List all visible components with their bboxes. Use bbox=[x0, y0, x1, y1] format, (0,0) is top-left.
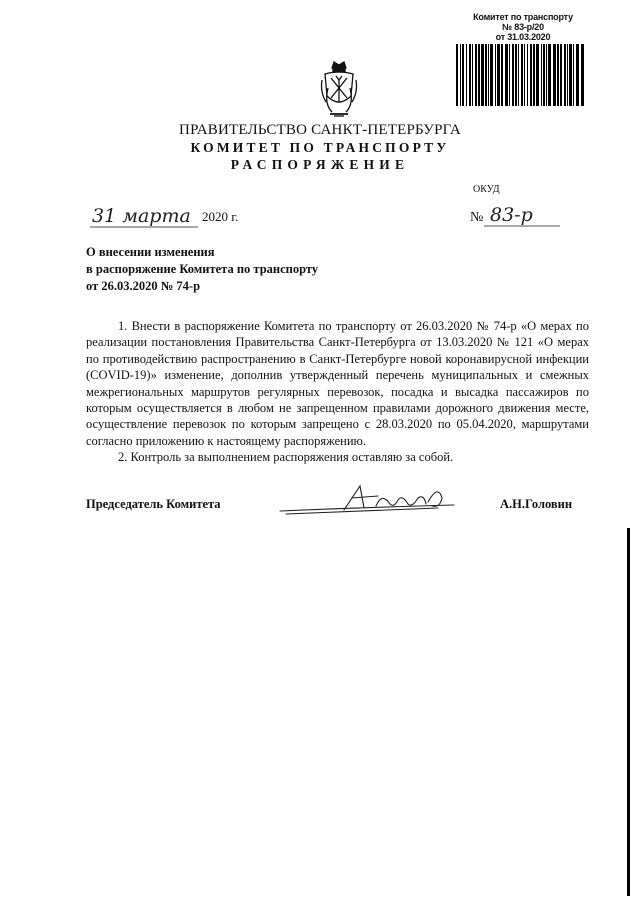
barcode-bar bbox=[515, 44, 517, 106]
committee-title: КОМИТЕТ ПО ТРАНСПОРТУ bbox=[190, 140, 450, 155]
barcode-bar bbox=[541, 44, 542, 106]
barcode-bar bbox=[481, 44, 484, 106]
barcode-bar bbox=[469, 44, 471, 106]
scan-edge-mark bbox=[627, 528, 630, 896]
barcode-bar bbox=[475, 44, 477, 106]
barcode-bar bbox=[524, 44, 525, 106]
barcode-bar bbox=[557, 44, 559, 106]
barcode-bar bbox=[569, 44, 572, 106]
document-type-title: РАСПОРЯЖЕНИЕ bbox=[230, 157, 410, 172]
barcode-bar bbox=[501, 44, 503, 106]
barcode-bar bbox=[527, 44, 528, 106]
document-body bbox=[86, 318, 589, 466]
number-sign: № bbox=[470, 210, 484, 225]
barcode-bar bbox=[564, 44, 566, 106]
barcode-bar bbox=[505, 44, 508, 106]
barcode-bar bbox=[472, 44, 473, 106]
stamp-line-committee: Комитет по транспорту bbox=[473, 12, 573, 22]
barcode-bar bbox=[573, 44, 574, 106]
barcode-bar bbox=[581, 44, 584, 106]
subject-line: О внесении изменения bbox=[86, 245, 215, 259]
stamp-line-number: № 83-р/20 bbox=[502, 22, 544, 32]
barcode-bar bbox=[533, 44, 535, 106]
barcode-bar bbox=[530, 44, 532, 106]
body-item-1: 1. Внести в распоряжение Комитета по транспорту от 26.03.2020 № 74-р «О мерах по реализации постановления Правительства Санкт-Петербурга от 13.03.2020 № 121 «О мерах по противодействию распространению в Санкт-Петербурге новой коронавирусной инфекции (COVID-19)» изменение, дополнив утвержденный перечень муниципальных и смежных межрегиональных маршрутов регулярных перевозок, посадка и высадка пассажиров по которым осуществляется в любом не запрещенном правилами дорожного движения месте, осуществление перевозок по которым запрещено с 28.03.2020 по 05.04.2020, маршрутами согласно приложению к настоящему распоряжению. bbox=[86, 319, 589, 448]
barcode-bar bbox=[548, 44, 551, 106]
barcode-bar bbox=[553, 44, 556, 106]
barcode-bar bbox=[518, 44, 519, 106]
barcode-bar bbox=[536, 44, 539, 106]
subject-line: от 26.03.2020 № 74-р bbox=[86, 279, 201, 293]
coat-of-arms-icon bbox=[318, 58, 360, 120]
barcode-bar bbox=[509, 44, 510, 106]
barcode-bar bbox=[462, 44, 464, 106]
government-title: ПРАВИТЕЛЬСТВО САНКТ-ПЕТЕРБУРГА bbox=[179, 122, 461, 138]
signer-name: А.Н.Головин bbox=[500, 497, 573, 511]
subject-line: в распоряжение Комитета по транспорту bbox=[86, 262, 319, 276]
barcode-bar bbox=[521, 44, 523, 106]
barcode-bar bbox=[485, 44, 487, 106]
handwritten-number-text: 83-р bbox=[490, 204, 533, 226]
barcode-bar bbox=[478, 44, 480, 106]
barcode-bar bbox=[576, 44, 579, 106]
barcode-bar bbox=[560, 44, 562, 106]
handwritten-signature bbox=[278, 478, 458, 518]
handwritten-number bbox=[484, 198, 562, 232]
handwritten-date bbox=[90, 200, 200, 234]
barcode-bar bbox=[543, 44, 545, 106]
barcode-bar bbox=[460, 44, 461, 106]
barcode-bar bbox=[490, 44, 493, 106]
barcode bbox=[456, 44, 588, 106]
barcode-bar bbox=[546, 44, 547, 106]
registration-stamp bbox=[448, 12, 598, 42]
signer-title: Председатель Комитета bbox=[86, 497, 221, 511]
barcode-bar bbox=[495, 44, 496, 106]
barcode-bar bbox=[456, 44, 458, 106]
date-year: 2020 г. bbox=[202, 209, 239, 224]
barcode-bar bbox=[488, 44, 489, 106]
subject-block bbox=[86, 244, 406, 295]
handwritten-date-text: 31 марта bbox=[92, 205, 191, 227]
stamp-line-date: от 31.03.2020 bbox=[495, 32, 551, 42]
body-item-2: 2. Контроль за выполнением распоряжения оставляю за собой. bbox=[118, 450, 454, 465]
barcode-bar bbox=[497, 44, 500, 106]
barcode-bar bbox=[466, 44, 467, 106]
barcode-bar bbox=[512, 44, 514, 106]
barcode-bar bbox=[567, 44, 568, 106]
okud-label: ОКУД bbox=[473, 184, 500, 195]
